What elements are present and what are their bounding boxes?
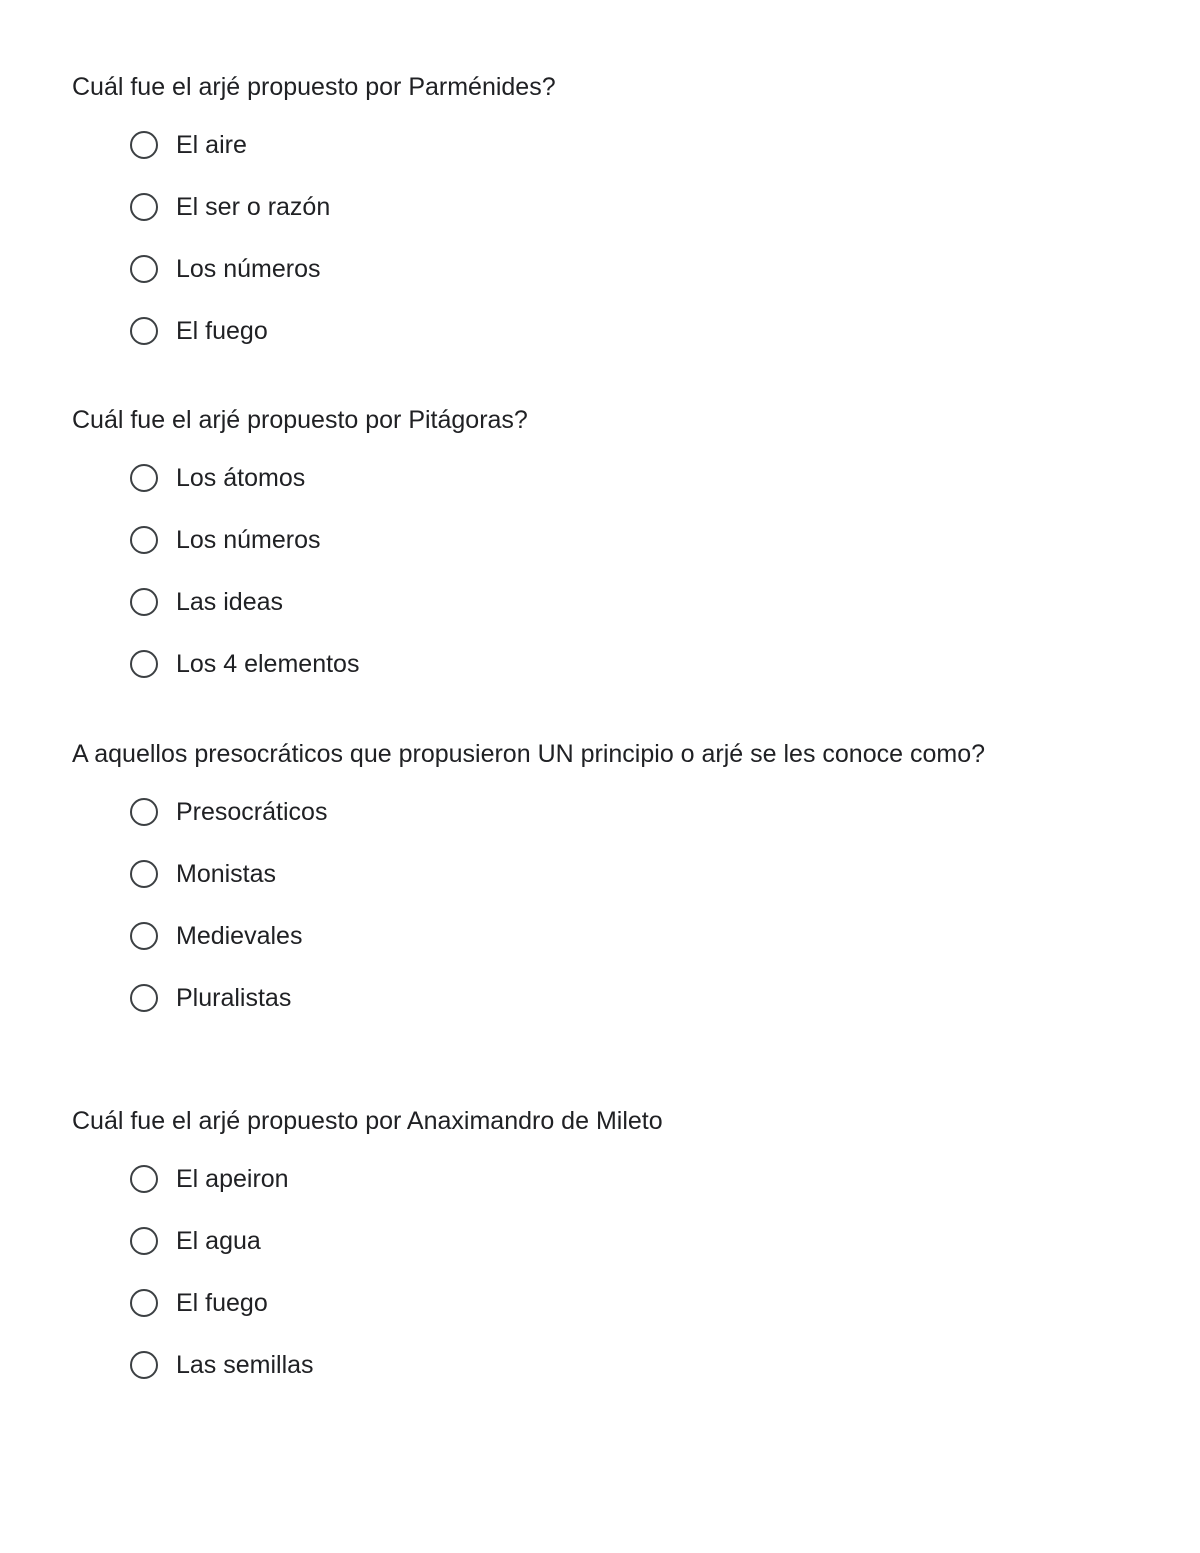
radio-button-icon[interactable] <box>130 650 158 678</box>
option-label: El fuego <box>176 1289 268 1317</box>
option-radio[interactable] <box>72 1148 1072 1210</box>
option-label: Los números <box>176 526 321 554</box>
option-radio[interactable] <box>72 843 1072 905</box>
radio-button-icon[interactable] <box>130 984 158 1012</box>
radio-button-icon[interactable] <box>130 922 158 950</box>
option-label: El fuego <box>176 317 268 345</box>
radio-button-icon[interactable] <box>130 464 158 492</box>
option-radio[interactable] <box>72 633 1072 695</box>
radio-button-icon[interactable] <box>130 255 158 283</box>
option-label: Medievales <box>176 922 303 950</box>
option-radio[interactable] <box>72 781 1072 843</box>
question-title: A aquellos presocráticos que propusieron UN principio o arjé se les conoce como? <box>72 740 986 768</box>
option-label: Presocráticos <box>176 798 328 826</box>
option-radio[interactable] <box>72 967 1072 1029</box>
question-block <box>72 403 1072 695</box>
radio-button-icon[interactable] <box>130 131 158 159</box>
option-radio[interactable] <box>72 905 1072 967</box>
radio-button-icon[interactable] <box>130 526 158 554</box>
options-list <box>72 781 1072 1029</box>
radio-button-icon[interactable] <box>130 1165 158 1193</box>
options-list <box>72 114 1072 362</box>
option-radio[interactable] <box>72 571 1072 633</box>
radio-button-icon[interactable] <box>130 1351 158 1379</box>
question-block <box>72 70 1072 362</box>
option-label: Las ideas <box>176 588 284 616</box>
radio-button-icon[interactable] <box>130 798 158 826</box>
radio-button-icon[interactable] <box>130 1289 158 1317</box>
question-block <box>72 1104 1072 1396</box>
option-label: El ser o razón <box>176 193 331 221</box>
option-radio[interactable] <box>72 447 1072 509</box>
option-label: El aire <box>176 131 247 159</box>
option-label: Los 4 elementos <box>176 650 360 678</box>
radio-button-icon[interactable] <box>130 860 158 888</box>
radio-button-icon[interactable] <box>130 317 158 345</box>
option-label: Los átomos <box>176 464 306 492</box>
option-label: Monistas <box>176 860 277 888</box>
options-list <box>72 1148 1072 1396</box>
option-radio[interactable] <box>72 1210 1072 1272</box>
question-title: Cuál fue el arjé propuesto por Parménides? <box>72 73 556 101</box>
radio-button-icon[interactable] <box>130 193 158 221</box>
option-label: El agua <box>176 1227 261 1255</box>
option-radio[interactable] <box>72 114 1072 176</box>
radio-button-icon[interactable] <box>130 1227 158 1255</box>
question-block <box>72 737 1072 1029</box>
option-label: Los números <box>176 255 321 283</box>
radio-button-icon[interactable] <box>130 588 158 616</box>
option-radio[interactable] <box>72 509 1072 571</box>
option-label: Pluralistas <box>176 984 292 1012</box>
option-radio[interactable] <box>72 300 1072 362</box>
option-label: El apeiron <box>176 1165 289 1193</box>
option-radio[interactable] <box>72 1272 1072 1334</box>
option-radio[interactable] <box>72 1334 1072 1396</box>
option-radio[interactable] <box>72 238 1072 300</box>
question-title: Cuál fue el arjé propuesto por Anaximandro de Mileto <box>72 1107 663 1135</box>
option-radio[interactable] <box>72 176 1072 238</box>
option-label: Las semillas <box>176 1351 314 1379</box>
options-list <box>72 447 1072 695</box>
question-title: Cuál fue el arjé propuesto por Pitágoras? <box>72 406 528 434</box>
